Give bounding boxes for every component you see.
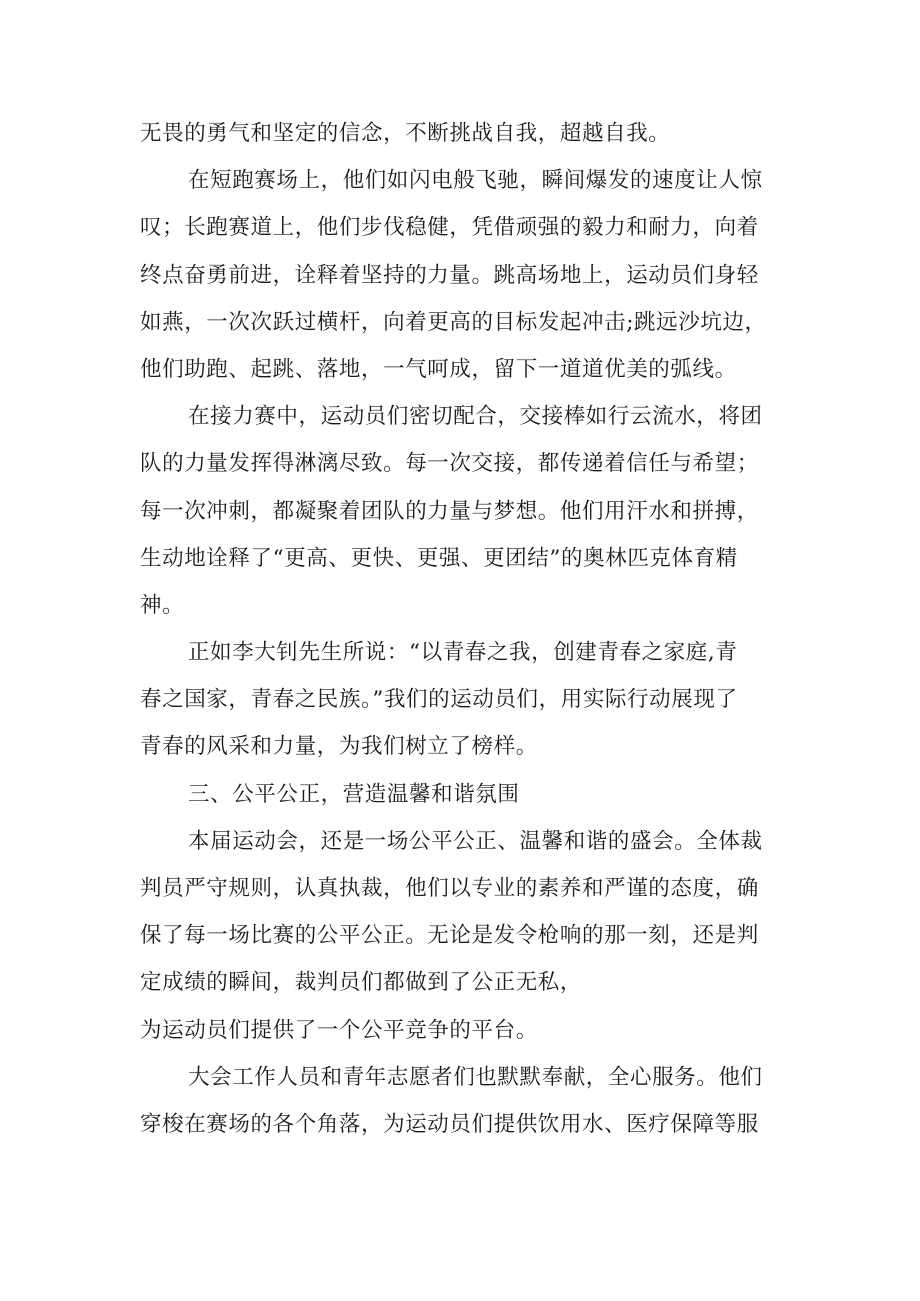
text-line: 叹；长跑赛道上，他们步伐稳健，凭借顽强的毅力和耐力，向着 <box>140 215 759 241</box>
text-line: 无畏的勇气和坚定的信念，不断挑战自我，超越自我。 <box>140 121 671 146</box>
text-line: 青春的风采和力量，为我们树立了榜样。 <box>140 734 538 760</box>
text-line: 他们助跑、起跳、落地，一气呵成，留下一道道优美的弧线。 <box>140 356 737 382</box>
text-line: 判员严守规则，认真执裁，他们以专业的素养和严谨的态度，确 <box>140 876 759 901</box>
text-line: 在短跑赛场上，他们如闪电般飞驰，瞬间爆发的速度让人惊 <box>188 168 763 194</box>
text-line: 本届运动会，还是一场公平公正、温馨和谐的盛会。全体裁 <box>188 828 763 854</box>
text-line: 生动地诠释了“更高、更快、更强、更团结”的奥林匹克体育精 <box>140 545 738 571</box>
text-line: 如燕，一次次跃过横杆，向着更高的目标发起冲击;跳远沙坑边， <box>140 309 767 335</box>
text-line: 正如李大钊先生所说：“以青春之我，创建青春之家庭,青 <box>188 640 738 666</box>
section-heading: 三、公平公正，营造温馨和谐氛围 <box>188 781 520 807</box>
text-line: 春之国家，青春之民族。”我们的运动员们，用实际行动展现了 <box>140 687 738 713</box>
text-line: 为运动员们提供了一个公平竞争的平台。 <box>140 1017 538 1043</box>
text-line: 穿梭在赛场的各个角落，为运动员们提供饮用水、医疗保障等服 <box>140 1111 759 1137</box>
text-line: 队的力量发挥得淋漓尽致。每一次交接，都传递着信任与希望； <box>140 451 759 477</box>
text-line: 在接力赛中，运动员们密切配合，交接棒如行云流水，将团 <box>188 404 763 430</box>
text-line: 定成绩的瞬间，裁判员们都做到了公正无私， <box>140 970 583 996</box>
text-line: 终点奋勇前进，诠释着坚持的力量。跳高场地上，运动员们身轻 <box>140 262 759 288</box>
text-line: 保了每一场比赛的公平公正。无论是发令枪响的那一刻，还是判 <box>140 923 759 949</box>
text-line: 大会工作人员和青年志愿者们也默默奉献，全心服务。他们 <box>188 1064 763 1090</box>
text-line: 每一次冲刺，都凝聚着团队的力量与梦想。他们用汗水和拼搏， <box>140 498 759 524</box>
document-body <box>140 110 790 1148</box>
text-line: 神。 <box>140 592 185 618</box>
